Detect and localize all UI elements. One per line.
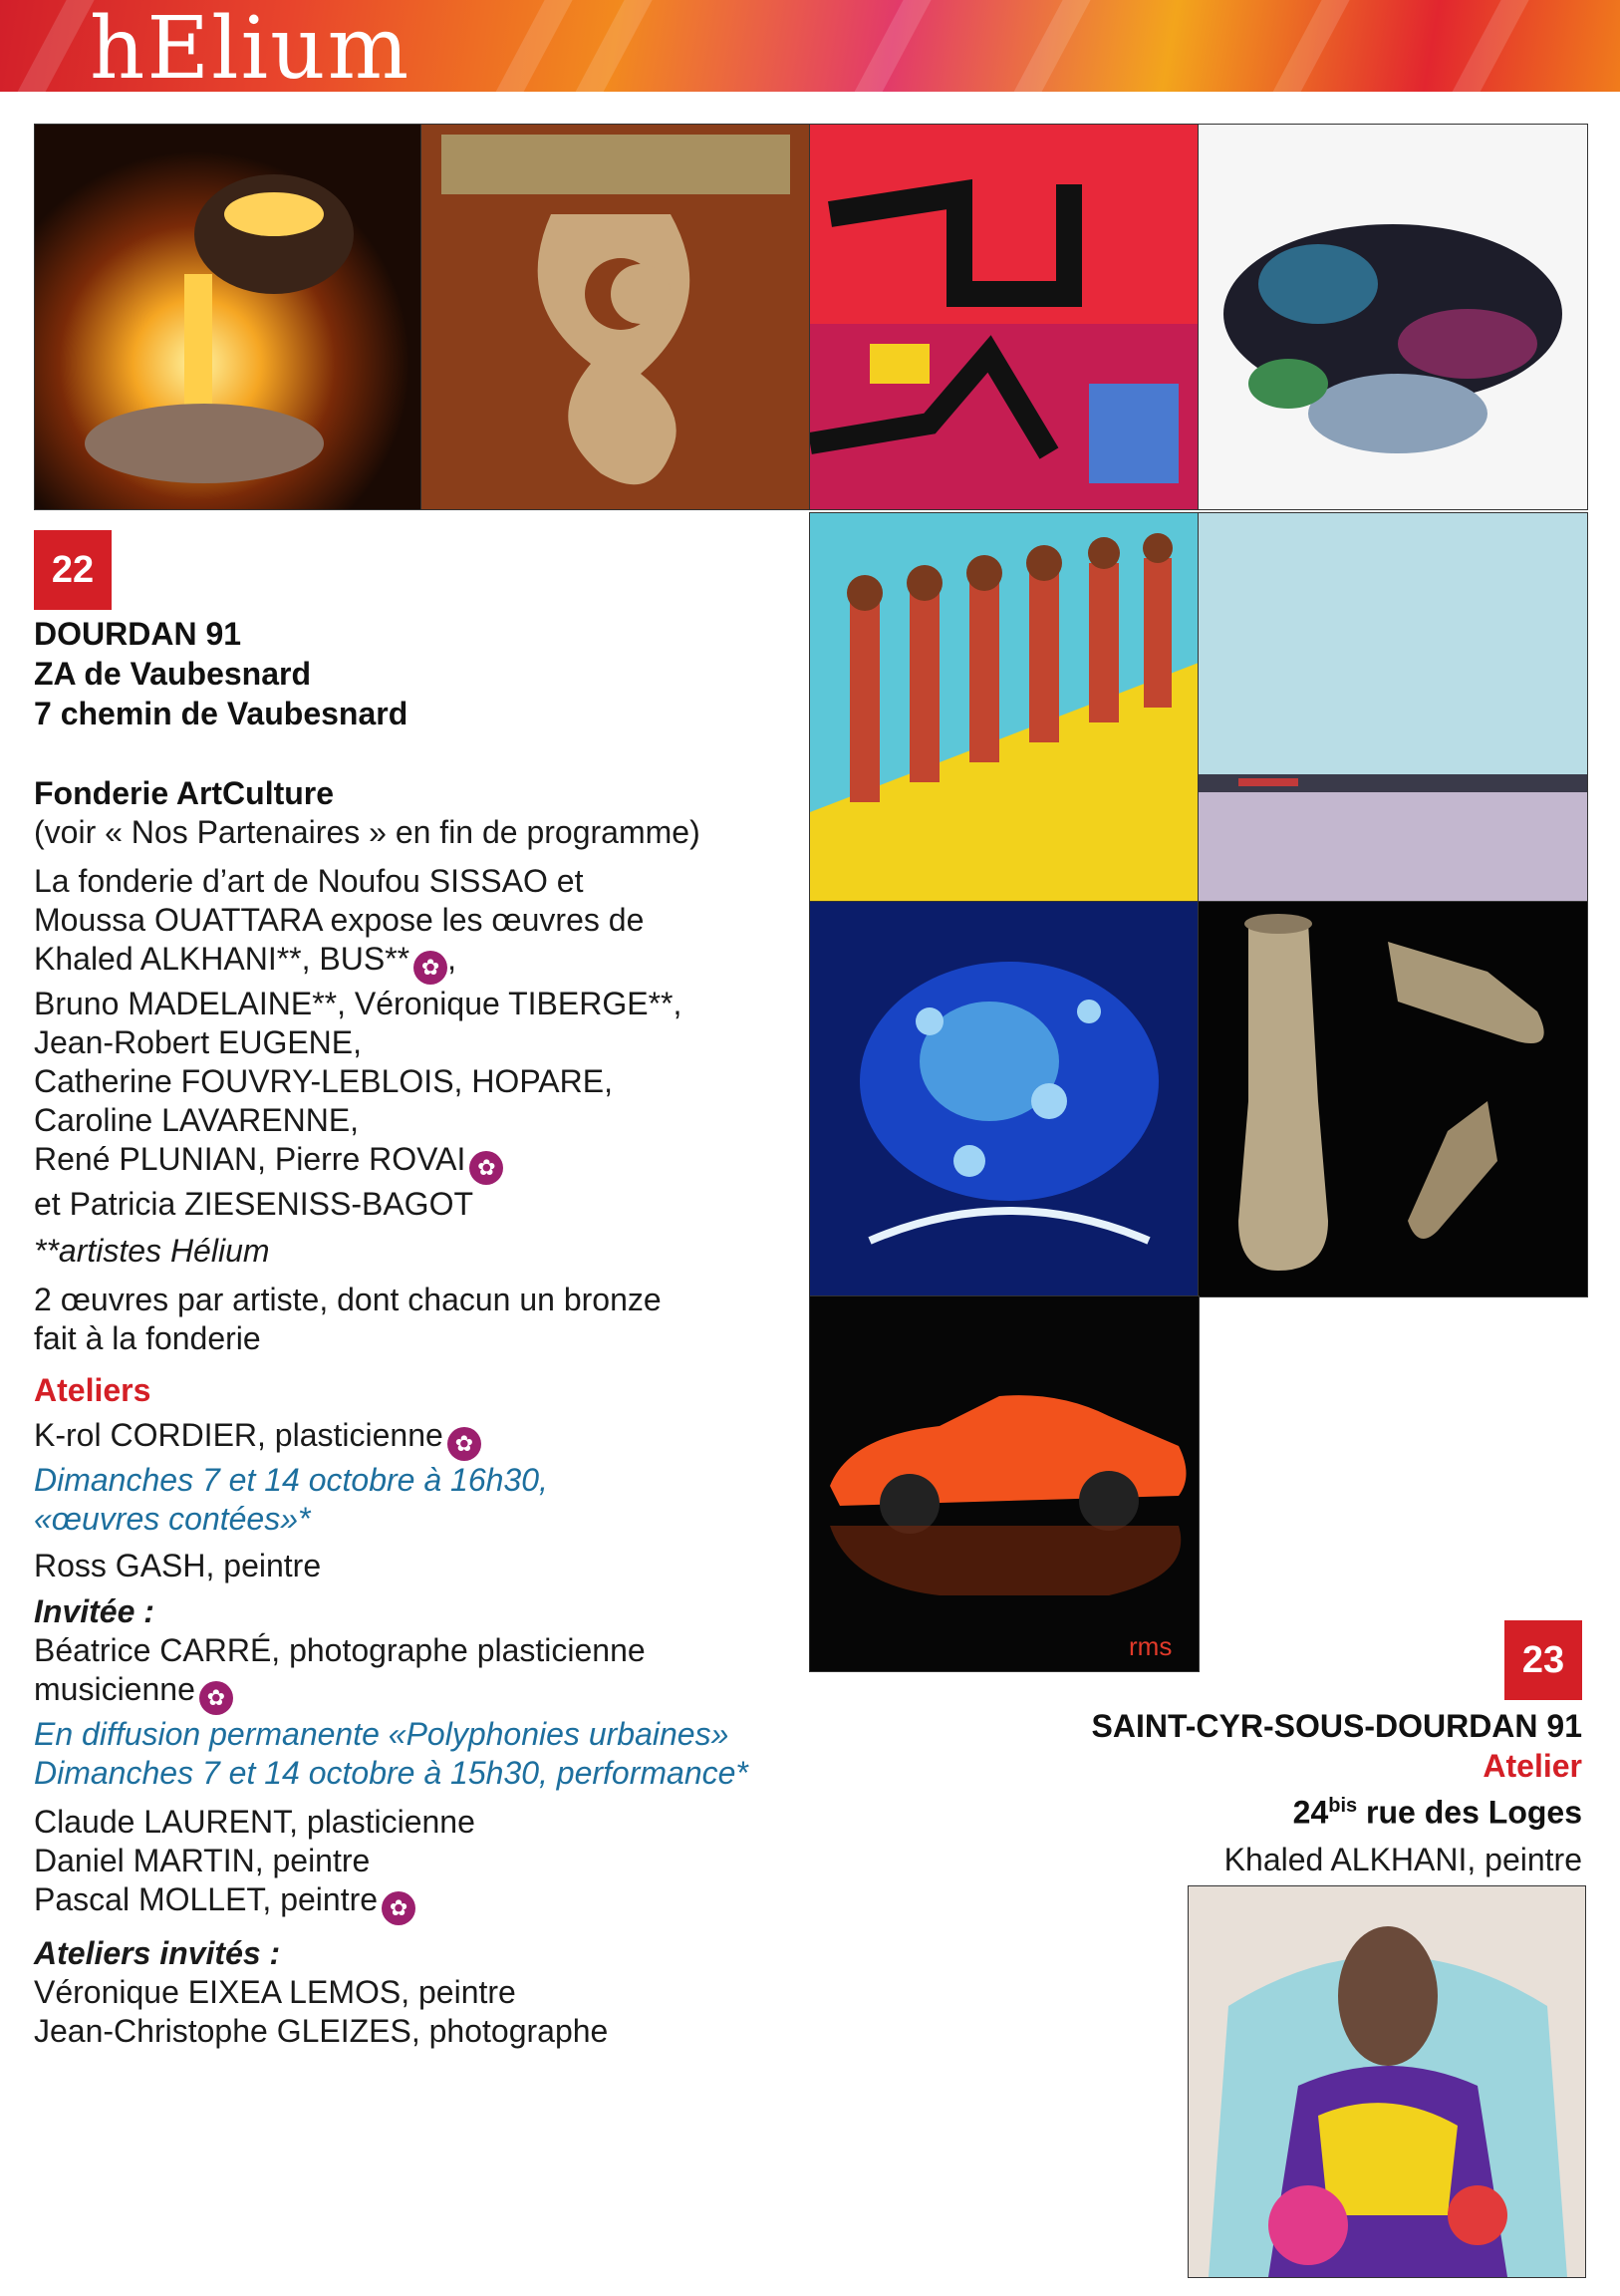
artist-line: Pascal MOLLET, peintre ✿ — [34, 1880, 801, 1925]
woman-portrait-painting — [1188, 1885, 1586, 2278]
other-artists — [34, 1803, 801, 1925]
venue-note: (voir « Nos Partenaires » en fin de programme) — [34, 814, 700, 850]
address-line-1: ZA de Vaubesnard — [34, 656, 311, 692]
description-line: René PLUNIAN, Pierre ROVAI ✿ — [34, 1140, 801, 1185]
venue-name: Fonderie ArtCulture — [34, 775, 335, 811]
artists-note: **artistes Hélium — [34, 1233, 270, 1269]
helium-emblem-icon: ✿ — [382, 1891, 415, 1925]
artist-line: Khaled ALKHANI, peintre — [1223, 1841, 1582, 1877]
atelier-item: K-rol CORDIER, plasticienne ✿ — [34, 1416, 801, 1461]
description-line: La fonderie d’art de Noufou SISSAO et — [34, 863, 584, 899]
entry-number-badge: 22 — [34, 530, 112, 610]
foundry-pouring-photo — [34, 124, 422, 510]
helium-logo: hElium — [90, 0, 411, 99]
entry-number-badge: 23 — [1504, 1620, 1582, 1700]
guest-ateliers-heading: Ateliers invités : — [34, 1935, 281, 1971]
description-line: Jean-Robert EUGENE, — [34, 1024, 363, 1060]
event-line: «œuvres contées»* — [34, 1501, 311, 1537]
helium-emblem-icon: ✿ — [469, 1151, 503, 1185]
helium-emblem-icon: ✿ — [447, 1427, 481, 1461]
abstract-red-painting — [809, 124, 1200, 510]
helium-emblem-icon: ✿ — [199, 1681, 233, 1715]
invitee-line: musicienne ✿ — [34, 1670, 801, 1715]
city-heading: DOURDAN 91 — [34, 616, 242, 652]
entry-22-body — [34, 773, 801, 2051]
description-line: et Patricia ZIESENISS-BAGOT — [34, 1186, 473, 1222]
orange-sports-car-photo — [809, 1295, 1200, 1672]
bronze-feet-sculpture — [1198, 901, 1588, 1297]
artist-line: Daniel MARTIN, peintre — [34, 1843, 371, 1878]
exhibition-description — [34, 862, 801, 1224]
event-line: Dimanches 7 et 14 octobre à 15h30, performance* — [34, 1755, 748, 1791]
city-heading: SAINT-CYR-SOUS-DOURDAN 91 — [1091, 1708, 1582, 1744]
invitee-line: Béatrice CARRÉ, photographe plasticienne — [34, 1632, 646, 1668]
ateliers-heading: Ateliers — [34, 1372, 151, 1408]
dancing-crowd-painting — [809, 512, 1200, 903]
description-line: Moussa OUATTARA expose les œuvres de — [34, 902, 645, 938]
description-line: Bruno MADELAINE**, Véronique TIBERGE**, — [34, 986, 682, 1021]
event-line: Dimanches 7 et 14 octobre à 16h30, — [34, 1462, 548, 1498]
textile-artwork-photo — [420, 124, 811, 510]
address-line-2: 7 chemin de Vaubesnard — [34, 696, 408, 731]
event-line: En diffusion permanente «Polyphonies urbaines» — [34, 1716, 729, 1752]
guest-line: Jean-Christophe GLEIZES, photographe — [34, 2013, 609, 2049]
address-line: $24^{bis}$ rue des Loges — [1292, 1794, 1582, 1831]
artist-line: Claude LAURENT, plasticienne — [34, 1804, 475, 1840]
abstract-splatter-painting — [1198, 124, 1588, 510]
blue-abstract-painting — [809, 901, 1200, 1297]
works-note: 2 œuvres par artiste, dont chacun un bronze fait à la fonderie — [34, 1282, 662, 1356]
helium-emblem-icon: ✿ — [413, 951, 447, 985]
invitee-heading: Invitée : — [34, 1593, 154, 1629]
description-line: Catherine FOUVRY-LEBLOIS, HOPARE, — [34, 1063, 613, 1099]
atelier-item: Ross GASH, peintre — [34, 1548, 322, 1583]
entry-22-address — [34, 614, 791, 733]
entry-23-block — [976, 1706, 1582, 1879]
description-line: Caroline LAVARENNE, — [34, 1102, 360, 1138]
seascape-painting — [1198, 512, 1588, 903]
car-photo-caption: rms — [1129, 1631, 1173, 1661]
guest-line: Véronique EIXEA LEMOS, peintre — [34, 1974, 516, 2010]
description-line: Khaled ALKHANI**, BUS** ✿ , — [34, 940, 801, 985]
venue-type: Atelier — [1483, 1748, 1582, 1784]
